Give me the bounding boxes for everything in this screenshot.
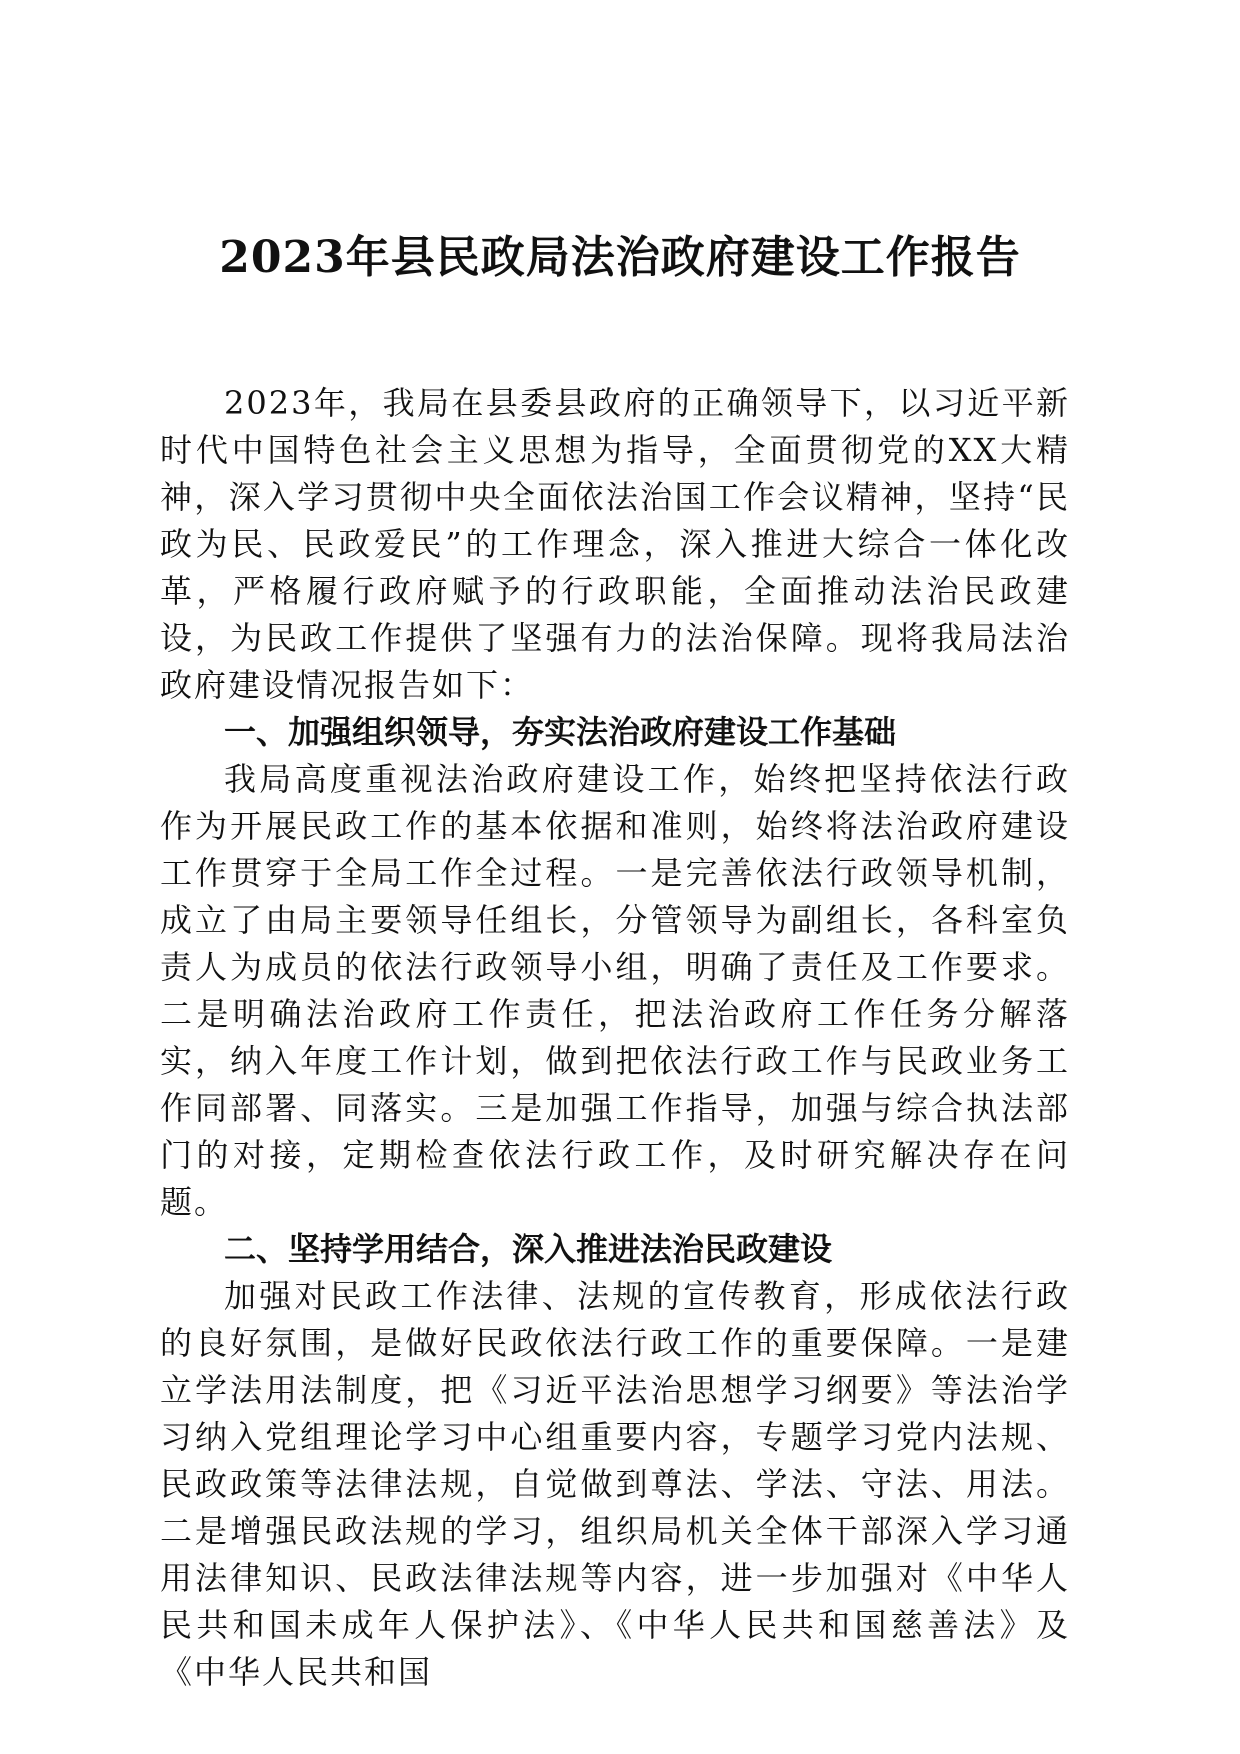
document-title: 2023年县民政局法治政府建设工作报告 [219, 232, 1021, 283]
document-body [160, 380, 1070, 1696]
body-paragraph: 2023年，我局在县委县政府的正确领导下，以习近平新时代中国特色社会主义思想为指导，全面贯彻党的XX大精神，深入学习贯彻中央全面依法治国工作会议精神，坚持“民政为民、民政爱民”的工作理念，深入推进大综合一体化改革，严格履行政府赋予的行政职能，全面推动法治民政建设，为民政工作提供了坚强有力的法治保障。现将我局法治政府建设情况报告如下： [160, 384, 1070, 704]
section-heading: 二、坚持学用结合，深入推进法治民政建设 [224, 1230, 833, 1268]
body-paragraph: 加强对民政工作法律、法规的宣传教育，形成依法行政的良好氛围，是做好民政依法行政工作的重要保障。一是建立学法用法制度，把《习近平法治思想学习纲要》等法治学习纳入党组理论学习中心组重要内容，专题学习党内法规、民政政策等法律法规，自觉做到尊法、学法、守法、用法。二是增强民政法规的学习，组织局机关全体干部深入学习通用法律知识、民政法律法规等内容，进一步加强对《中华人民共和国未成年人保护法》、《中华人民共和国慈善法》及《中华人民共和国 [160, 1277, 1070, 1691]
section-heading: 一、加强组织领导，夯实法治政府建设工作基础 [224, 713, 897, 751]
body-paragraph: 我局高度重视法治政府建设工作，始终把坚持依法行政作为开展民政工作的基本依据和准则，始终将法治政府建设工作贯穿于全局工作全过程。一是完善依法行政领导机制，成立了由局主要领导任组长，分管领导为副组长，各科室负责人为成员的依法行政领导小组，明确了责任及工作要求。二是明确法治政府工作责任，把法治政府工作任务分解落实，纳入年度工作计划，做到把依法行政工作与民政业务工作同部署、同落实。三是加强工作指导，加强与综合执法部门的对接，定期检查依法行政工作，及时研究解决存在问题。 [160, 760, 1070, 1221]
